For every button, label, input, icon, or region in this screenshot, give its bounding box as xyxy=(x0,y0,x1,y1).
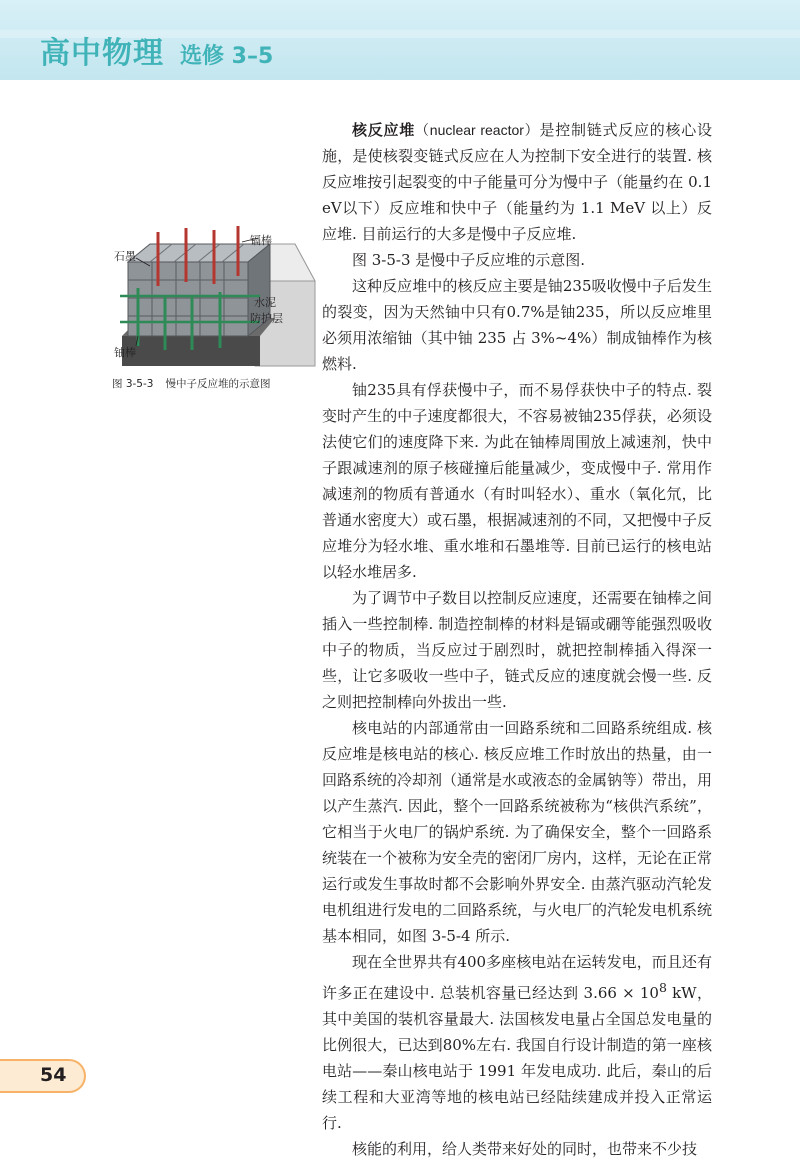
book-title xyxy=(40,28,274,71)
paragraph-3: 这种反应堆中的核反应主要是铀235吸收慢中子后发生的裂变，因为天然铀中只有0.7%是铀235，所以反应堆里必须用浓缩铀（其中铀 235 占 3%~4%）制成铀棒作为核燃料. xyxy=(322,277,712,373)
paragraph-4: 铀235具有俘获慢中子，而不易俘获快中子的特点. 裂变时产生的中子速度都很大，不容易被铀235俘获，必须设法使它们的速度降下来. 为此在铀棒周围放上减速剂，快中子跟减速剂的原子核碰撞后能量减少，变成慢中子. 常用作减速剂的物质有普通水（有时叫轻水）、重水（氧化氘，比普通水密度大）或石墨，根据减速剂的不同，又把慢中子反应堆分为轻水堆、重水堆和石墨堆等. 目前已运行的核电站以轻水堆居多. xyxy=(322,381,713,581)
book-title-sub: 选修 3–5 xyxy=(180,44,274,69)
paragraph-1 xyxy=(322,117,712,247)
label-concrete-1: 水泥 xyxy=(254,296,276,309)
label-uranium-rod: 铀棒 xyxy=(114,346,136,359)
page-number-tab xyxy=(0,1059,86,1093)
reactor-diagram xyxy=(110,226,320,376)
paragraph-8: 核能的利用，给人类带来好处的同时，也带来不少技 xyxy=(352,1140,698,1158)
figure-caption xyxy=(112,376,270,391)
term-nuclear-reactor: 核反应堆 xyxy=(352,121,416,139)
paragraph-7-b: kW，其中美国的装机容量最大. 法国核发电量占全国总发电量的比例很大，已达到80%左右. 我国自行设计制造的第一座核电站——秦山核电站于 1991 年发电成功. 此后，秦山的后续工程和大亚湾等地的核电站已经陆续建成并投入正常运行. xyxy=(322,984,712,1132)
label-concrete-2: 防护层 xyxy=(250,312,283,325)
paragraph-7-sup: 8 xyxy=(658,980,667,995)
paragraph-2: 图 3-5-3 是慢中子反应堆的示意图. xyxy=(352,251,586,269)
term-english: （nuclear reactor） xyxy=(415,122,540,138)
paragraph-7 xyxy=(322,949,712,1136)
paragraph-6: 核电站的内部通常由一回路系统和二回路系统组成. 核反应堆是核电站的核心. 核反应堆工作时放出的热量，由一回路系统的冷却剂（通常是水或液态的金属钠等）带出，用以产生蒸汽. 因此，整个一回路系统被称为“核供汽系统”，它相当于火电厂的锅炉系统. 为了确保安全，整个一回路系统装在一个被称为安全壳的密闭厂房内，这样，无论在正常运行或发生事故时都不会影响外界安全. 由蒸汽驱动汽轮发电机组进行发电的二回路系统，与火电厂的汽轮发电机系统基本相同，如图 3-5-4 所示. xyxy=(322,719,713,945)
paragraph-1-text: 是控制链式反应的核心设施，是使核裂变链式反应在人为控制下安全进行的装置. 核反应堆按引起裂变的中子能量可分为慢中子（能量约在 0.1 eV以下）反应堆和快中子（能量约为 1.1 MeV 以上）反应堆. 目前运行的大多是慢中子反应堆. xyxy=(322,121,712,243)
page-number: 54 xyxy=(40,1064,67,1086)
book-title-main: 高中物理 xyxy=(40,36,164,71)
paragraph-5: 为了调节中子数目以控制反应速度，还需要在铀棒之间插入一些控制棒. 制造控制棒的材料是镉或硼等能强烈吸收中子的物质，当反应过于剧烈时，就把控制棒插入得深一些，让它多吸收一些中子，链式反应的速度就会慢一些. 反之则把控制棒向外拔出一些. xyxy=(322,589,713,711)
label-graphite: 石墨 xyxy=(114,250,136,263)
paragraph-7-a: 现在全世界共有400多座核电站在运转发电，而且还有许多正在建设中. 总装机容量已经达到 3.66 × 10 xyxy=(322,953,712,1002)
body-text xyxy=(322,117,712,1162)
figure-caption-text: 慢中子反应堆的示意图 xyxy=(165,378,271,390)
figure-caption-number: 图 3-5-3 xyxy=(112,378,154,390)
label-control-rod: 镉棒 xyxy=(250,234,272,247)
